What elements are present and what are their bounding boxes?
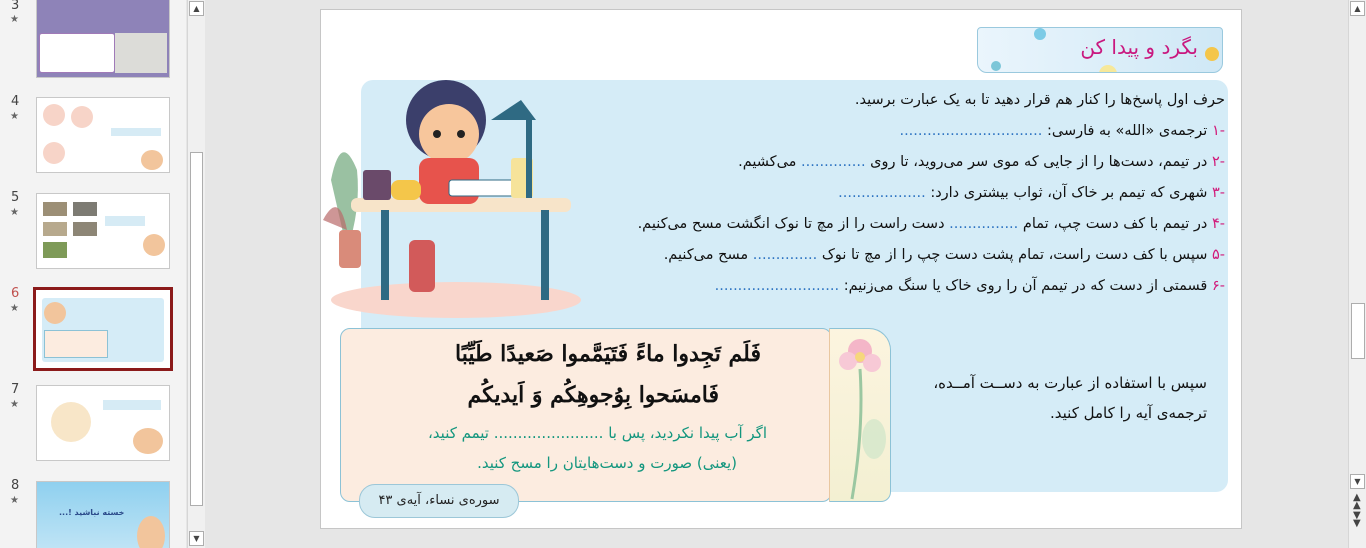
slide-thumbnail-7[interactable]: [36, 385, 170, 461]
source-badge: سوره‌ی نساء، آیه‌ی ۴۳: [359, 484, 519, 518]
thumb-text-bar: [103, 400, 161, 410]
slide-thumbnail-3[interactable]: [36, 0, 170, 78]
slide-canvas[interactable]: [320, 9, 1242, 529]
translation-line-1: اگر آب پیدا نکردید، پس با ....................... تیمم کنید،: [427, 424, 767, 442]
question-6: [715, 278, 1225, 294]
question-number: -۲: [1211, 154, 1225, 170]
question-number: -۴: [1211, 216, 1225, 232]
question-number: -۳: [1211, 185, 1225, 201]
slide-thumbnail-6[interactable]: [33, 287, 173, 371]
question-number: -۱: [1211, 123, 1225, 139]
slide-thumbnail-8[interactable]: [36, 481, 170, 548]
boy-studying-illustration: [321, 60, 591, 320]
scroll-up-button[interactable]: ▲: [189, 1, 204, 16]
question-text: قسمتی از دست که در تیمم آن را روی خاک یا سنگ می‌زنیم:: [843, 278, 1208, 294]
question-1: [899, 123, 1225, 139]
question-3: [838, 185, 1225, 201]
question-4: [638, 216, 1225, 232]
answer-blank: ...............................: [899, 123, 1043, 139]
instruction-note-line-1: سپس با استفاده از عبارت به دســت آمــده،: [933, 374, 1207, 392]
next-slide-icon[interactable]: ▼ ▼: [1353, 510, 1361, 529]
flower-icon: [830, 329, 890, 501]
thumb-star-8: ★: [10, 495, 19, 506]
question-text: ترجمه‌ی «الله» به فارسی:: [1046, 123, 1208, 139]
instruction-text: حرف اول پاسخ‌ها را کنار هم قرار دهید تا به یک عبارت برسید.: [854, 92, 1225, 108]
answer-blank: ...........................: [714, 278, 840, 294]
thumb-boy: [143, 234, 165, 256]
thumb-star-5: ★: [10, 207, 19, 218]
slide-thumbnail-5[interactable]: [36, 193, 170, 269]
answer-blank: ...................: [838, 185, 926, 201]
scroll-thumb[interactable]: [1351, 303, 1365, 359]
thumb-boy: [137, 516, 165, 548]
thumb-number-4: 4: [11, 94, 20, 109]
thumb-figure: [43, 142, 65, 164]
thumb-number-7: 7: [11, 382, 20, 397]
slide-thumbnail-pane: [0, 0, 186, 548]
title-banner: [977, 27, 1223, 73]
thumbnail-scrollbar[interactable]: [187, 0, 205, 548]
answer-blank: ...............: [949, 216, 1019, 232]
scroll-down-button[interactable]: ▼: [189, 531, 204, 546]
thumb-figure: [71, 106, 93, 128]
flower-decoration: [829, 328, 891, 502]
instruction-note-line-2: ترجمه‌ی آیه را کامل کنید.: [1050, 404, 1207, 422]
thumb-text-card: [39, 33, 115, 73]
question-tail: می‌کشیم.: [738, 154, 797, 170]
question-tail: مسح می‌کنیم.: [663, 247, 749, 263]
slide-title: بگرد و پیدا کن: [1080, 35, 1198, 59]
question-number: -۵: [1211, 247, 1225, 263]
thumb-star-7: ★: [10, 399, 19, 410]
thumb-boy: [133, 428, 163, 454]
scroll-down-button[interactable]: ▼: [1350, 474, 1365, 489]
question-text: سپس با کف دست راست، تمام پشت دست چپ را از مچ تا نوک: [821, 247, 1208, 263]
thumb-illustration: [115, 33, 167, 73]
answer-blank: ..............: [752, 247, 818, 263]
thumb-number-6: 6: [11, 286, 20, 301]
thumb-star-4: ★: [10, 111, 19, 122]
thumb-text-bar: [105, 216, 145, 226]
thumb-number-5: 5: [11, 190, 20, 205]
question-text: در تیمم، دست‌ها را از جایی که موی سر می‌روید، تا روی: [870, 154, 1208, 170]
thumb-boy: [44, 302, 66, 324]
question-5: [664, 247, 1225, 263]
question-tail: دست راست را از مچ تا نوک انگشت مسح می‌کنیم.: [637, 216, 945, 232]
thumb-number-3: 3: [11, 0, 20, 13]
slide-scrollbar[interactable]: [1348, 0, 1366, 548]
slide-thumbnail-4[interactable]: [36, 97, 170, 173]
question-number: -۶: [1211, 278, 1225, 294]
translation-line-2: (یعنی) صورت و دست‌هایتان را مسح کنید.: [477, 454, 737, 472]
question-text: شهری که تیمم بر خاک آن، ثواب بیشتری دارد:: [930, 185, 1208, 201]
previous-slide-icon[interactable]: ▲ ▲: [1353, 492, 1361, 511]
thumb-text-bar: [111, 128, 161, 136]
scroll-thumb[interactable]: [190, 152, 203, 506]
answer-blank: ..............: [801, 154, 866, 170]
verse-arabic-line-2: فَامسَحوا بِوُجوهِکُم وَ اَیدیکُم: [467, 382, 719, 408]
thumb-photo: [73, 222, 97, 236]
thumb-number-8: 8: [11, 478, 20, 493]
thumb-boy: [141, 150, 163, 170]
thumb-photo: [43, 222, 67, 236]
verse-arabic-line-1: فَلَم تَجِدوا ماءً فَتَیَمَّموا صَعیدًا طَیِّبًا: [455, 341, 761, 367]
thumb-verse-box: [44, 330, 108, 358]
scroll-up-button[interactable]: ▲: [1350, 1, 1365, 16]
thumb-photo: [43, 202, 67, 216]
thumb-figure: [43, 104, 65, 126]
thumb-caption: خسته نباشید !...: [59, 508, 125, 517]
question-2: [738, 154, 1225, 170]
thumb-star-3: ★: [10, 14, 19, 25]
thumb-figure: [51, 402, 91, 442]
thumb-photo: [73, 202, 97, 216]
thumb-star-6: ★: [10, 303, 19, 314]
question-text: در تیمم با کف دست چپ، تمام: [1022, 216, 1208, 232]
thumb-photo: [43, 242, 67, 258]
